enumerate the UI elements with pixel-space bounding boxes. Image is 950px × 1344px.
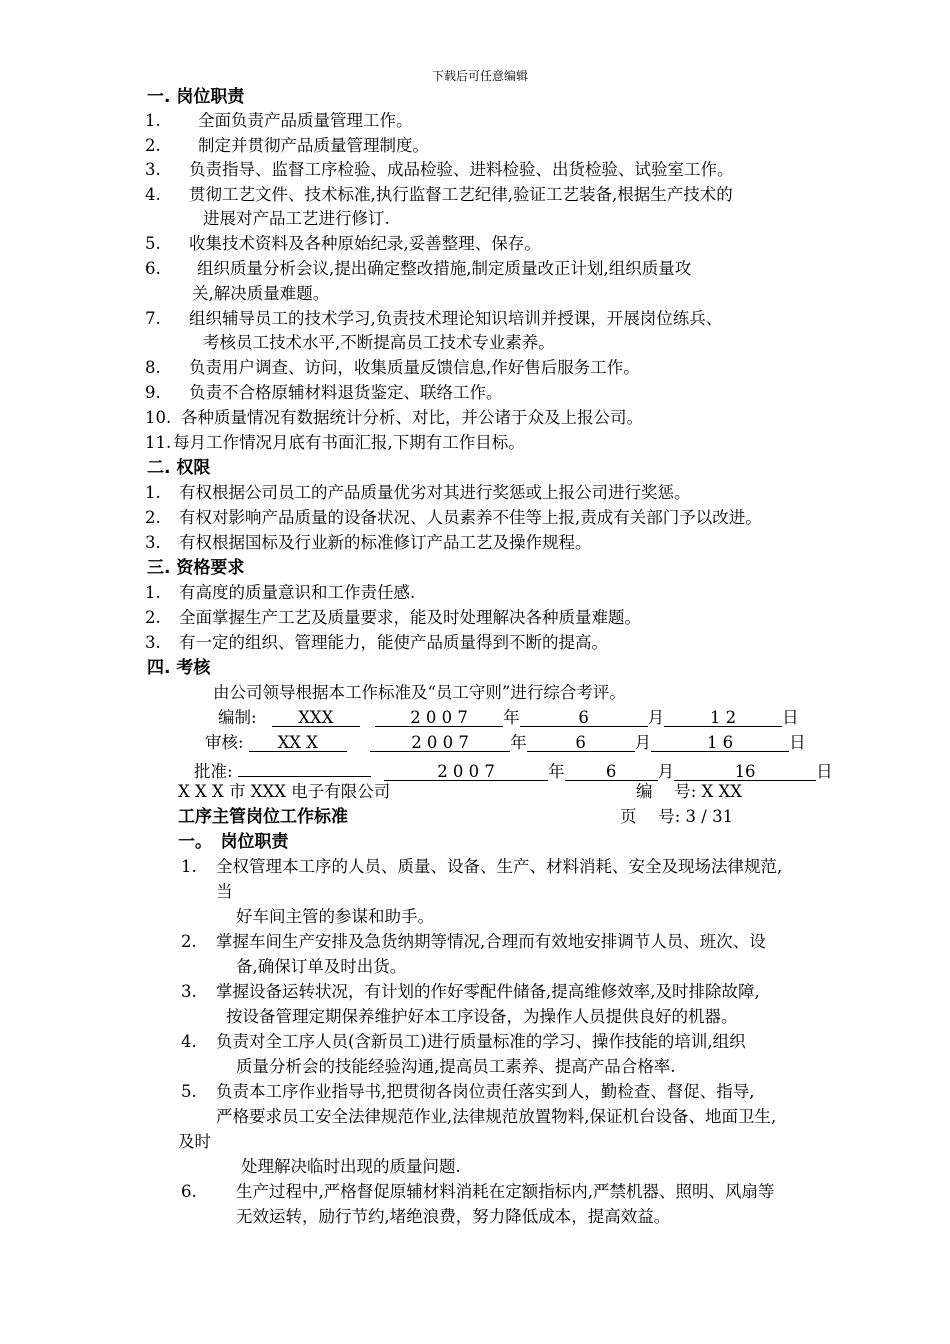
list-item-text: 有一定的组织、管理能力，能使产品质量得到不断的提高。 <box>179 633 608 652</box>
list-item-continuation: 备,确保订单及时出货。 <box>236 957 407 976</box>
day-unit: 日 <box>789 733 806 752</box>
list-item-number: 3. <box>181 982 197 1001</box>
section-title: 一。 岗位职责 <box>178 832 289 852</box>
list-item-text: 全面负责产品质量管理工作。 <box>198 111 413 130</box>
signoff-row <box>205 735 806 752</box>
company-name: X X X 市 XXX 电子有限公司 <box>178 782 391 801</box>
section-title: 一. 岗位职责 <box>147 87 245 107</box>
list-item-text: 有权根据国标及行业新的标准修订产品工艺及操作规程。 <box>179 533 592 552</box>
assessment-text: 由公司领导根据本工作标准及“员工守则”进行综合考评。 <box>213 683 626 702</box>
signoff-row <box>194 760 833 781</box>
list-item-number: 5. <box>145 234 161 253</box>
list-item-number: 10. <box>145 408 172 427</box>
list-item-continuation: 当 <box>216 882 233 901</box>
list-item-number: 4. <box>145 185 161 204</box>
list-item-number: 1. <box>145 583 161 602</box>
year-unit: 年 <box>548 762 565 781</box>
signoff-month: 6 <box>520 710 648 727</box>
signoff-day: 1 2 <box>664 710 782 727</box>
list-item-text: 掌握设备运转状况，有计划的作好零配件储备,提高维修效率,及时排除故障, <box>216 982 760 1001</box>
list-item-text: 负责不合格原辅材料退货鉴定、联络工作。 <box>189 383 503 402</box>
signoff-month: 6 <box>565 764 658 781</box>
list-item-text: 有高度的质量意识和工作责任感. <box>179 583 416 602</box>
signoff-row <box>218 710 799 727</box>
month-unit: 月 <box>657 762 675 781</box>
list-item-continuation: 质量分析会的技能经验沟通,提高员工素养、提高产品合格率. <box>236 1057 676 1076</box>
list-item-text: 负责用户调查、访问，收集质量反馈信息,作好售后服务工作。 <box>189 358 640 377</box>
list-item-number: 7. <box>145 309 161 328</box>
section-title: 二. 权限 <box>147 458 211 478</box>
signoff-label: 批准: <box>194 762 233 781</box>
list-item-continuation: 及时 <box>178 1132 211 1151</box>
signoff-year: 2 0 0 7 <box>370 735 510 752</box>
signoff-name: XX X <box>249 735 347 752</box>
list-item-number: 4. <box>181 1032 197 1051</box>
list-item-text: 制定并贯彻产品质量管理制度。 <box>198 136 429 155</box>
list-item-text: 各种质量情况有数据统计分析、对比，并公诸于众及上报公司。 <box>181 408 643 427</box>
section-title: 四. 考核 <box>147 658 211 678</box>
list-item-number: 9. <box>145 383 161 402</box>
list-item-text: 负责本工序作业指导书,把贯彻各岗位责任落实到人，勤检查、督促、指导, <box>216 1082 755 1101</box>
list-item-text: 收集技术资料及各种原始纪录,妥善整理、保存。 <box>189 234 541 253</box>
list-item-number: 1. <box>145 111 161 130</box>
list-item-text: 全面掌握生产工艺及质量要求，能及时处理解决各种质量难题。 <box>179 608 641 627</box>
signoff-year: 2 0 0 7 <box>384 764 548 781</box>
list-item-text: 负责指导、监督工序检验、成品检验、进料检验、出货检验、试验室工作。 <box>189 160 734 179</box>
year-unit: 年 <box>510 733 527 752</box>
list-item-text: 全权管理本工序的人员、质量、设备、生产、材料消耗、安全及现场法律规范, <box>216 857 783 876</box>
list-item-number: 3. <box>145 533 161 552</box>
list-item-number: 2. <box>145 136 161 155</box>
list-item-text: 负责对全工序人员(含新员工)进行质量标准的学习、操作技能的培训,组织 <box>216 1032 746 1051</box>
list-item-number: 6. <box>145 259 161 278</box>
list-item-text: 组织辅导员工的技术学习,负责技术理论知识培训并授课，开展岗位练兵、 <box>189 309 723 328</box>
list-item-number: 11. <box>145 433 172 452</box>
list-item-number: 2. <box>145 608 161 627</box>
list-item-continuation: 好车间主管的参谋和助手。 <box>236 907 434 926</box>
list-item-text: 组织质量分析会议,提出确定整改措施,制定质量改正计划,组织质量攻 <box>197 259 692 278</box>
list-item-continuation: 处理解决临时出现的质量问题. <box>241 1157 461 1176</box>
list-item-number: 3. <box>145 633 161 652</box>
page-number: 页 号: 3 / 31 <box>620 807 734 826</box>
list-item-continuation: 考核员工技术水平,不断提高员工技术专业素养。 <box>203 333 555 352</box>
signoff-day: 16 <box>674 764 816 781</box>
list-item-text: 贯彻工艺文件、技术标准,执行监督工艺纪律,验证工艺装备,根据生产技术的 <box>189 185 733 204</box>
list-item-continuation: 严格要求员工安全法律规范作业,法律规范放置物料,保证机台设备、地面卫生, <box>216 1107 777 1126</box>
list-item-text: 有权对影响产品质量的设备状况、人员素养不佳等上报,责成有关部门予以改进。 <box>179 508 762 527</box>
document-number: 编 号: X XX <box>636 782 743 801</box>
list-item-text: 有权根据公司员工的产品质量优劣对其进行奖惩或上报公司进行奖惩。 <box>179 483 691 502</box>
signoff-year: 2 0 0 7 <box>375 710 503 727</box>
day-unit: 日 <box>782 708 799 727</box>
day-unit: 日 <box>816 762 833 781</box>
year-unit: 年 <box>503 708 520 727</box>
page-header: 下载后可任意编辑 <box>432 69 529 83</box>
signoff-label: 编制: <box>218 708 257 727</box>
list-item-number: 5. <box>181 1082 197 1101</box>
list-item-number: 2. <box>181 932 197 951</box>
list-item-continuation: 无效运转，励行节约,堵绝浪费，努力降低成本，提高效益。 <box>236 1207 671 1226</box>
list-item-number: 3. <box>145 160 161 179</box>
month-unit: 月 <box>634 733 652 752</box>
list-item-continuation: 关,解决质量难题。 <box>192 284 330 303</box>
list-item-number: 2. <box>145 508 161 527</box>
list-item-number: 8. <box>145 358 161 377</box>
list-item-number: 1. <box>145 483 161 502</box>
month-unit: 月 <box>647 708 665 727</box>
list-item-text: 每月工作情况月底有书面汇报,下期有工作目标。 <box>173 433 525 452</box>
list-item-text: 生产过程中,严格督促原辅材料消耗在定额指标内,严禁机器、照明、风扇等 <box>236 1182 775 1201</box>
section-title: 三. 资格要求 <box>147 558 245 578</box>
list-item-number: 6. <box>181 1182 197 1201</box>
list-item-continuation: 进展对产品工艺进行修订. <box>203 209 390 228</box>
list-item-text: 掌握车间生产安排及急货纳期等情况,合理而有效地安排调节人员、班次、设 <box>216 932 766 951</box>
list-item-number: 1. <box>181 857 197 876</box>
signoff-day: 1 6 <box>651 735 789 752</box>
document-title: 工序主管岗位工作标准 <box>178 807 348 827</box>
signoff-month: 6 <box>527 735 635 752</box>
signoff-name: XXX <box>272 710 360 727</box>
signoff-name <box>238 760 371 777</box>
signoff-label: 审核: <box>205 733 244 752</box>
list-item-continuation: 按设备管理定期保养维护好本工序设备，为操作人员提供良好的机器。 <box>226 1007 738 1026</box>
